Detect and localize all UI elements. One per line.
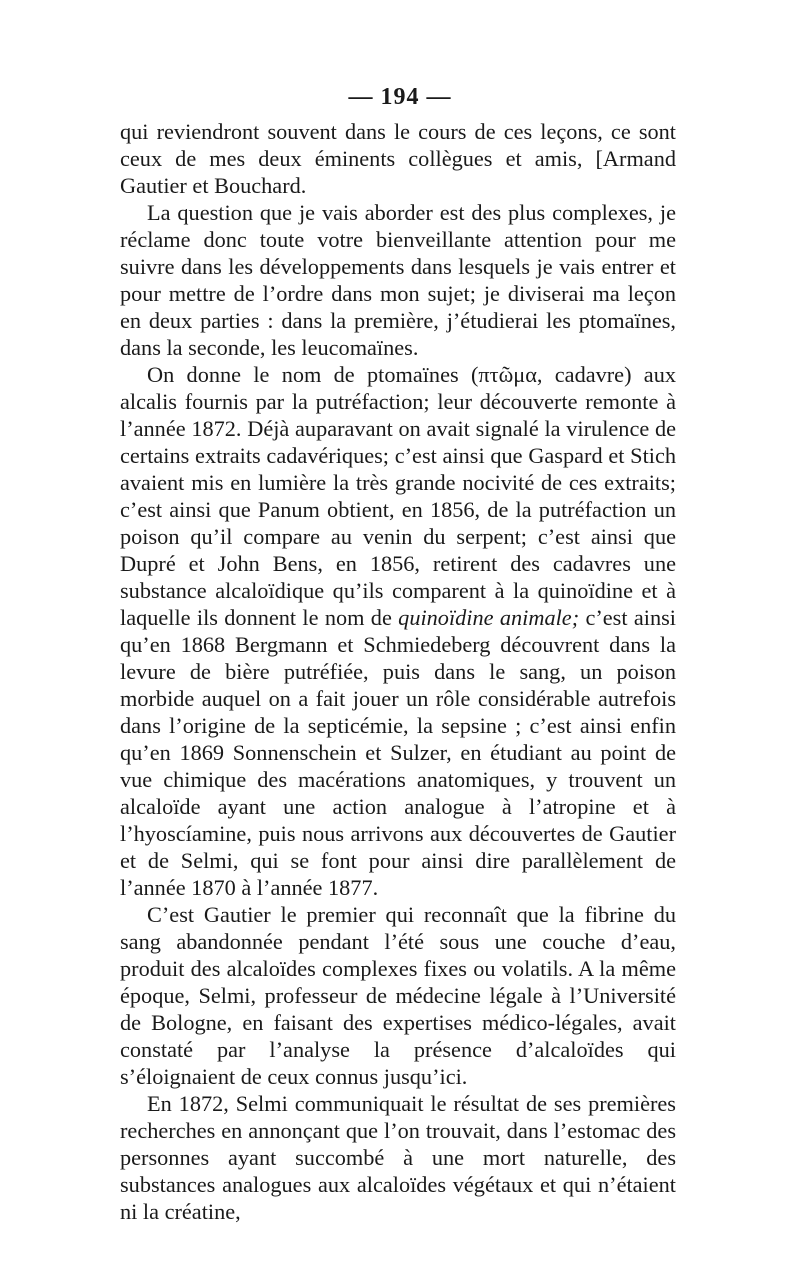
paragraph [120, 1090, 676, 1225]
paragraph-text: On donne le nom de ptomaïnes (πτῶμα, cadavre) aux alcalis fournis par la putréfaction; leur découverte remonte à l’année 1872. Déjà auparavant on avait signalé la virulence de certains extraits cadavériques; c’est ainsi que Gaspard et Stich avaient mis en lumière la très grande nocivité de ces extraits; c’est ainsi que Panum obtient, en 1856, de la putréfaction un poison qu’il compare au venin du serpent; c’est ainsi que Dupré et John Bens, en 1856, retirent des cadavres une substance alcaloïdique qu’ils comparent à la quinoïdine et à laquelle ils donnent le nom de [120, 362, 676, 630]
paragraph-text: qui reviendront souvent dans le cours de ces leçons, ce sont ceux de mes deux éminents collègues et amis, [Armand Gautier et Bouchard. [120, 119, 676, 198]
paragraph-text: La question que je vais aborder est des plus complexes, je réclame donc toute votre bienveillante attention pour me suivre dans les développements dans lesquels je vais entrer et pour mettre de l’ordre dans mon sujet; je diviserai ma leçon en deux parties : dans la première, j’étudierai les ptomaïnes, dans la seconde, les leucomaïnes. [120, 200, 676, 360]
body-text [120, 118, 676, 1225]
paragraph [120, 118, 676, 199]
paragraph [120, 199, 676, 361]
paragraph [120, 361, 676, 901]
paragraph-text: c’est ainsi qu’en 1868 Bergmann et Schmiedeberg découvrent dans la levure de bière putréfiée, puis dans le sang, un poison morbide auquel on a fait jouer un rôle considérable autrefois dans l’origine de la septicémie, la sepsine ; c’est ainsi enfin qu’en 1869 Sonnenschein et Sulzer, en étudiant au point de vue chimique des macérations anatomiques, y trouvent un alcaloïde ayant une action analogue à l’atropine et à l’hyoscíamine, puis nous arrivons aux découvertes de Gautier et de Selmi, qui se font pour ainsi dire parallèlement de l’année 1870 à l’année 1877. [120, 605, 676, 900]
paragraph-text: En 1872, Selmi communiquait le résultat de ses premières recherches en annonçant que l’on trouvait, dans l’estomac des personnes ayant succombé à une mort naturelle, des substances analogues aux alcaloïdes végétaux et qui n’étaient ni la créatine, [120, 1091, 676, 1224]
paragraph-text: C’est Gautier le premier qui reconnaît que la fibrine du sang abandonnée pendant l’été sous une couche d’eau, produit des alcaloïdes complexes fixes ou volatils. A la même époque, Selmi, professeur de médecine légale à l’Université de Bologne, en faisant des expertises médico-légales, avait constaté par l’analyse la présence d’alcaloïdes qui s’éloignaient de ceux connus jusqu’ici. [120, 902, 676, 1089]
italic-text: quinoïdine animale; [398, 605, 580, 630]
page-number: — 194 — [348, 84, 452, 110]
paragraph [120, 901, 676, 1090]
